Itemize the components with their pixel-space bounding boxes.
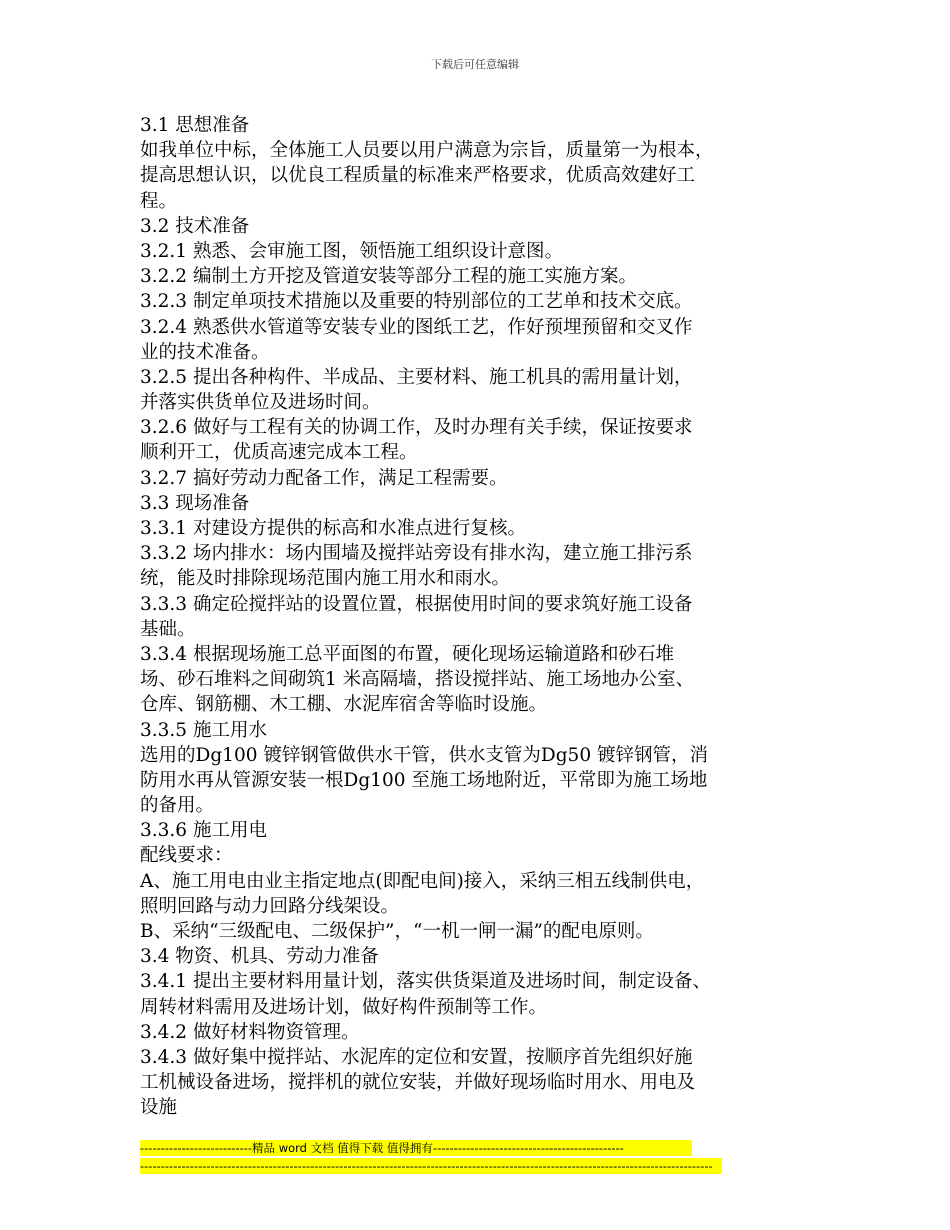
- body-line: 周转材料需用及进场计划，做好构件预制等工作。: [140, 996, 548, 1018]
- body-line: 3.4.2 做好材料物资管理。: [140, 1021, 360, 1043]
- body-line: 3.2.7 搞好劳动力配备工作，满足工程需要。: [140, 467, 508, 489]
- body-line: 顺利开工，优质高速完成本工程。: [140, 442, 418, 464]
- page-header: 下载后可任意编辑: [431, 58, 519, 71]
- body-line: 3.2.4 熟悉供水管道等安装专业的图纸工艺，作好预埋预留和交叉作: [140, 316, 693, 338]
- body-line: 3.3.6 施工用电: [140, 820, 267, 842]
- body-line: 3.2.3 制定单项技术措施以及重要的特别部位的工艺单和技术交底。: [140, 291, 693, 313]
- section-heading: 3.3 现场准备: [140, 492, 250, 514]
- body-line: 照明回路与动力回路分线架设。: [140, 895, 400, 917]
- page-footer: [140, 1140, 740, 1174]
- body-line: B、采纳“三级配电、二级保护”，“一机一闸一漏”的配电原则。: [140, 921, 654, 942]
- body-line: 设施: [140, 1097, 178, 1119]
- body-line: 业的技术准备。: [140, 341, 270, 363]
- body-line: 3.2.5 提出各种构件、半成品、主要材料、施工机具的需用量计划，: [140, 366, 693, 388]
- section-heading: 3.4 物资、机具、劳动力准备: [140, 946, 379, 968]
- body-line: 3.3.3 确定砼搅拌站的设置位置，根据使用时间的要求筑好施工设备: [140, 593, 693, 615]
- section-heading: 3.2 技术准备: [140, 215, 250, 237]
- body-line: 场、砂石堆料之间砌筑1 米高隔墙，搭设搅拌站、施工场地办公室、: [140, 669, 695, 691]
- body-line: 3.4.3 做好集中搅拌站、水泥库的定位和安置，按顺序首先组织好施: [140, 1046, 693, 1068]
- body-line: 防用水再从管源安装一根Dg100 至施工场地附近，平常即为施工场地: [140, 769, 708, 791]
- body-line: 3.4.1 提出主要材料用量计划，落实供货渠道及进场时间，制定设备、: [140, 971, 711, 993]
- document-body: [140, 113, 820, 1121]
- body-line: 3.3.4 根据现场施工总平面图的布置，硬化现场运输道路和砂石堆: [140, 643, 674, 665]
- body-line: 如我单位中标，全体施工人员要以用户满意为宗旨，质量第一为根本，: [140, 140, 714, 162]
- body-line: 3.2.2 编制土方开挖及管道安装等部分工程的施工实施方案。: [140, 266, 637, 288]
- body-line: 的备用。: [140, 795, 215, 817]
- body-line: 程。: [140, 190, 178, 212]
- body-line: 提高思想认识，以优良工程质量的标准来严格要求，优质高效建好工: [140, 165, 696, 187]
- section-heading: 3.1 思想准备: [140, 115, 250, 136]
- body-line: 配线要求：: [140, 845, 233, 867]
- body-line: 并落实供货单位及进场时间。: [140, 392, 381, 414]
- body-line: 3.2.6 做好与工程有关的协调工作，及时办理有关手续，保证按要求: [140, 417, 693, 439]
- body-line: 3.3.1 对建设方提供的标高和水准点进行复核。: [140, 518, 526, 539]
- body-line: 3.3.5 施工用水: [140, 719, 267, 741]
- footer-rule: ------------------------------------------------------------------------------------------------------------------------------------------: [140, 1158, 722, 1174]
- body-line: 3.3.2 场内排水：场内围墙及搅拌站旁设有排水沟，建立施工排污系: [140, 543, 693, 565]
- body-line: 基础。: [140, 618, 196, 640]
- body-line: 3.2.1 熟悉、会审施工图，领悟施工组织设计意图。: [140, 240, 563, 262]
- body-line: 统，能及时排除现场范围内施工用水和雨水。: [140, 568, 511, 590]
- body-line: A、施工用电由业主指定地点(即配电间)接入，采纳三相五线制供电，: [140, 870, 705, 892]
- body-line: 工机械设备进场，搅拌机的就位安装，并做好现场临时用水、用电及: [140, 1072, 696, 1094]
- footer-banner: ---------------------------精品 word 文档 值得下载 值得拥有----------------------------------------------: [140, 1140, 692, 1156]
- body-line: 仓库、钢筋棚、木工棚、水泥库宿舍等临时设施。: [140, 694, 548, 716]
- body-line: 选用的Dg100 镀锌钢管做供水干管，供水支管为Dg50 镀锌钢管，消: [140, 744, 708, 766]
